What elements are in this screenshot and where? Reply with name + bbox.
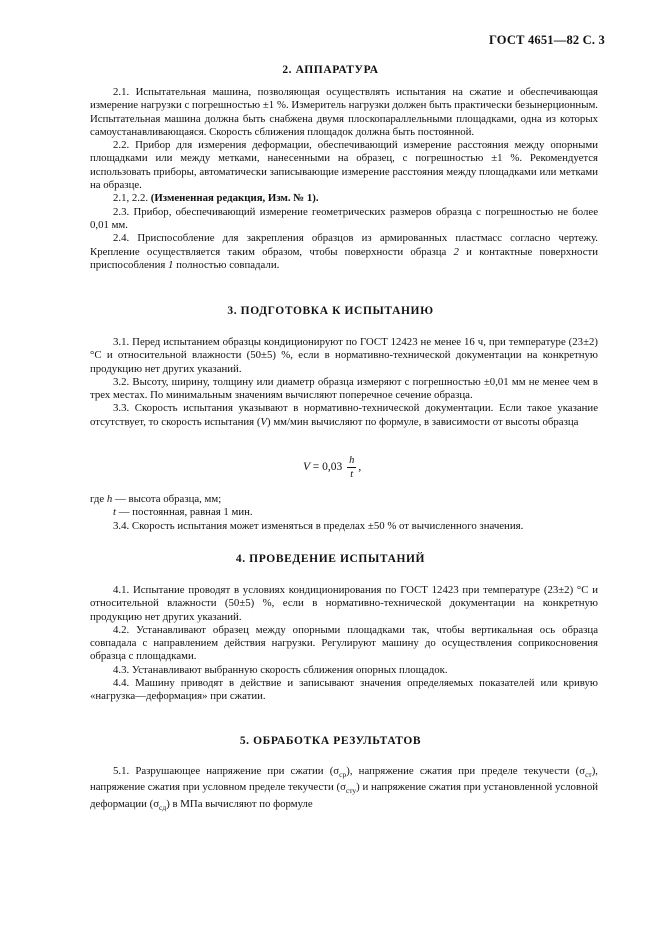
p51-sub-cd: сд — [159, 803, 167, 813]
p24-text-c: полностью совпадали. — [173, 258, 280, 271]
formula-fraction — [347, 454, 356, 481]
paragraph-4-1: 4.1. Испытание проводят в условиях кондиционирования по ГОСТ 12423 при температуре (23±2) °С и относительной влажности (50±5) %, если в нормативно-технической документации на конкретную продукцию нет других указаний. — [90, 584, 598, 623]
paragraph-2-amend — [90, 192, 598, 205]
formula-numerator: h — [349, 455, 355, 466]
section-2-body — [90, 86, 598, 272]
section-3-body-cont — [90, 493, 598, 533]
formula-lhs: V — [303, 461, 310, 474]
p24-ref-2: 2 — [453, 245, 459, 258]
section-3-title: 3. ПОДГОТОВКА К ИСПЫТАНИЮ — [227, 305, 434, 317]
amend-note: (Измененная редакция, Изм. № 1). — [150, 192, 319, 205]
p24-text-b: и контактные поверхности приспособления — [90, 245, 598, 271]
p51-text-b: ), напряжение сжатия при пределе текучести (σ — [346, 765, 586, 777]
p51-text-a: 5.1. Разрушающее напряжение при сжатии (σ — [113, 765, 340, 777]
p33-text-b: ) мм/мин вычисляют по формуле, в зависимости от высоты образца — [267, 415, 579, 428]
paragraph-3-1: 3.1. Перед испытанием образцы кондиционируют по ГОСТ 12423 не менее 16 ч, при температуре (23±2) °С и относительной влажности (50±5) %, если в нормативно-технической документации на конкретную продукцию нет других указаний. — [90, 336, 598, 375]
paragraph-2-1: 2.1. Испытательная машина, позволяющая осуществлять испытания на сжатие и обеспечивающая измерение нагрузки с погрешностью ±1 %. Измеритель нагрузки должен быть практически безынерционным. Испытательная машина должна быть снабжена двумя плоскопараллельными площадками, одна из которых самоустанавливающаяся. Скорость сближения площадок должна быть постоянной. — [90, 86, 598, 138]
p24-text-a: 2.4. Приспособление для закрепления образцов из армированных пластмасс согласно чертежу. Крепление осуществляется таким образом, чтобы поверхности образца — [90, 232, 598, 258]
paragraph-4-2: 4.2. Устанавливают образец между опорными площадками так, чтобы вертикальная ось образца совпадала с направлением действия нагрузки. Регулируют машину до осуществления соприкосновения образца с площадками. — [90, 623, 598, 663]
where-var-h: h — [106, 493, 113, 505]
where-h-desc: — высота образца, мм; — [112, 493, 222, 505]
section-5-title: 5. ОБРАБОТКА РЕЗУЛЬТАТОВ — [239, 735, 422, 747]
formula-denominator: t — [350, 469, 354, 480]
amend-ref: 2.1, 2.2. — [113, 192, 151, 205]
where-t-desc: — постоянная, равная 1 мин. — [116, 506, 253, 519]
p51-text-e: ) в МПа вычисляют по формуле — [166, 797, 313, 810]
formula-comma: , — [358, 461, 362, 474]
p51-sub-cty: сту — [345, 786, 357, 796]
paragraph-3-4: 3.4. Скорость испытания может изменяться в пределах ±50 % от вычисленного значения. — [113, 519, 524, 532]
paragraph-3-3 — [90, 402, 598, 429]
formula-coef: = 0,03 — [312, 461, 343, 474]
section-4-body — [90, 584, 598, 704]
p51-text-c: ), напряжение сжатия при условном пределе текучести (σ — [90, 765, 598, 794]
section-3-body — [90, 336, 598, 429]
where-h — [90, 493, 598, 506]
section-2-title: 2. АППАРАТУРА — [282, 64, 379, 76]
section-4-title: 4. ПРОВЕДЕНИЕ ИСПЫТАНИЙ — [235, 553, 426, 565]
where-t — [90, 506, 598, 519]
paragraph-4-3: 4.3. Устанавливают выбранную скорость сближения опорных площадок. — [113, 663, 448, 676]
p51-text-d: ) и напряжение сжатия при установленной условной деформации (σ — [90, 781, 598, 810]
p24-ref-1: 1 — [168, 258, 174, 271]
paragraph-2-2: 2.2. Прибор для измерения деформации, обеспечивающий измерение расстояния между опорными площадками или между метками, нанесенными на образец, с погрешностью ±1 %. Рекомендуется использовать приборы, автоматически записывающие измерение расстояния между площадками или метками на образце. — [90, 139, 598, 192]
paragraph-2-3: 2.3. Прибор, обеспечивающий измерение геометрических размеров образца с погрешностью не более 0,01 мм. — [90, 205, 598, 231]
paragraph-3-2: 3.2. Высоту, ширину, толщину или диаметр образца измеряют с погрешностью ±0,01 мм не менее чем в трех местах. По минимальным значениям вычисляют поперечное сечение образца. — [90, 375, 598, 402]
section-5-body — [90, 765, 598, 814]
page-header: ГОСТ 4651—82 С. 3 — [488, 33, 605, 47]
paragraph-5-1 — [90, 765, 598, 814]
speed-formula — [303, 454, 361, 481]
p33-text-a: 3.3. Скорость испытания указывают в нормативно-технической документации. Если такое указание отсутствует, то скорость испытания ( — [90, 402, 598, 428]
p33-var-v: V — [260, 415, 268, 428]
paragraph-4-4: 4.4. Машину приводят в действие и записывают значения определяемых показателей или кривую «нагрузка—деформация» при сжатии. — [90, 677, 598, 703]
paragraph-2-4 — [90, 232, 598, 272]
where-label: где — [90, 493, 107, 505]
where-var-t: t — [113, 506, 116, 519]
p51-sub-cp: ср — [339, 770, 347, 780]
p51-sub-ct: ст — [585, 770, 592, 780]
